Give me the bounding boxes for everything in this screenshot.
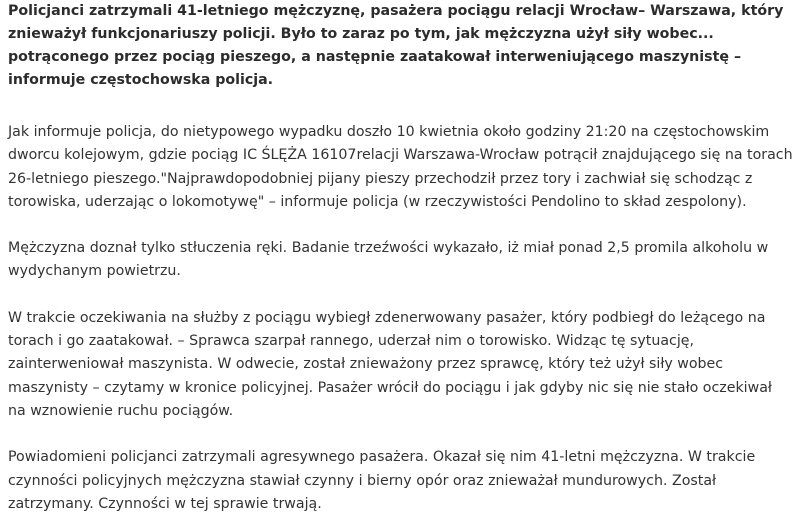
article-paragraph: W trakcie oczekiwania na służby z pociągu wybiegł zdenerwowany pasażer, który podbiegł do leżącego na torach i go zaatakował. – Sprawca szarpał rannego, uderzał nim o torowisko. Widząc tę sytuację, zainterweniował maszynista. W odwecie, został znieważony przez sprawcę, który też użył siły wobec maszynisty – czytamy w kronice policyjnej. Pasażer wrócił do pociągu i jak gdyby nic się nie stało oczekiwał na wznowienie ruchu pociągów. <box>8 309 772 419</box>
article-paragraph: Powiadomieni policjanci zatrzymali agresywnego pasażera. Okazał się nim 41-letni mężczyzna. W trakcie czynności policyjnych mężczyzna stawiał czynny i bierny opór oraz znieważał mundurowych. Został zatrzymany. Czynności w tej sprawie trwają. <box>8 449 756 512</box>
article-body <box>8 0 794 516</box>
article-paragraph: Mężczyzna doznał tylko stłuczenia ręki. Badanie trzeźwości wykazało, iż miał ponad 2,5 promila alkoholu w wydychanym powietrzu. <box>8 240 769 280</box>
article-lead: Policjanci zatrzymali 41-letniego mężczyznę, pasażera pociągu relacji Wrocław– Warszawa, który znieważył funkcjonariuszy policji. Było to zaraz po tym, jak mężczyzna użył siły wobec... potrąconego przez pociąg pieszego, a następnie zaatakował interweniującego maszynistę – informuje częstochowska policja. <box>8 3 784 88</box>
article-paragraph: Jak informuje policja, do nietypowego wypadku doszło 10 kwietnia około godziny 21:20 na częstochowskim dworcu kolejowym, gdzie pociąg IC ŚLĘŻA 16107relacji Warszawa-Wrocław potrącił znajdującego się na torach 26-letniego pieszego."Najprawdopodobniej pijany pieszy przechodził przez tory i zachwiał się schodząc z torowiska, uderzając o lokomotywę" – informuje policja (w rzeczywistości Pendolino to skład zespolony). <box>8 124 793 210</box>
